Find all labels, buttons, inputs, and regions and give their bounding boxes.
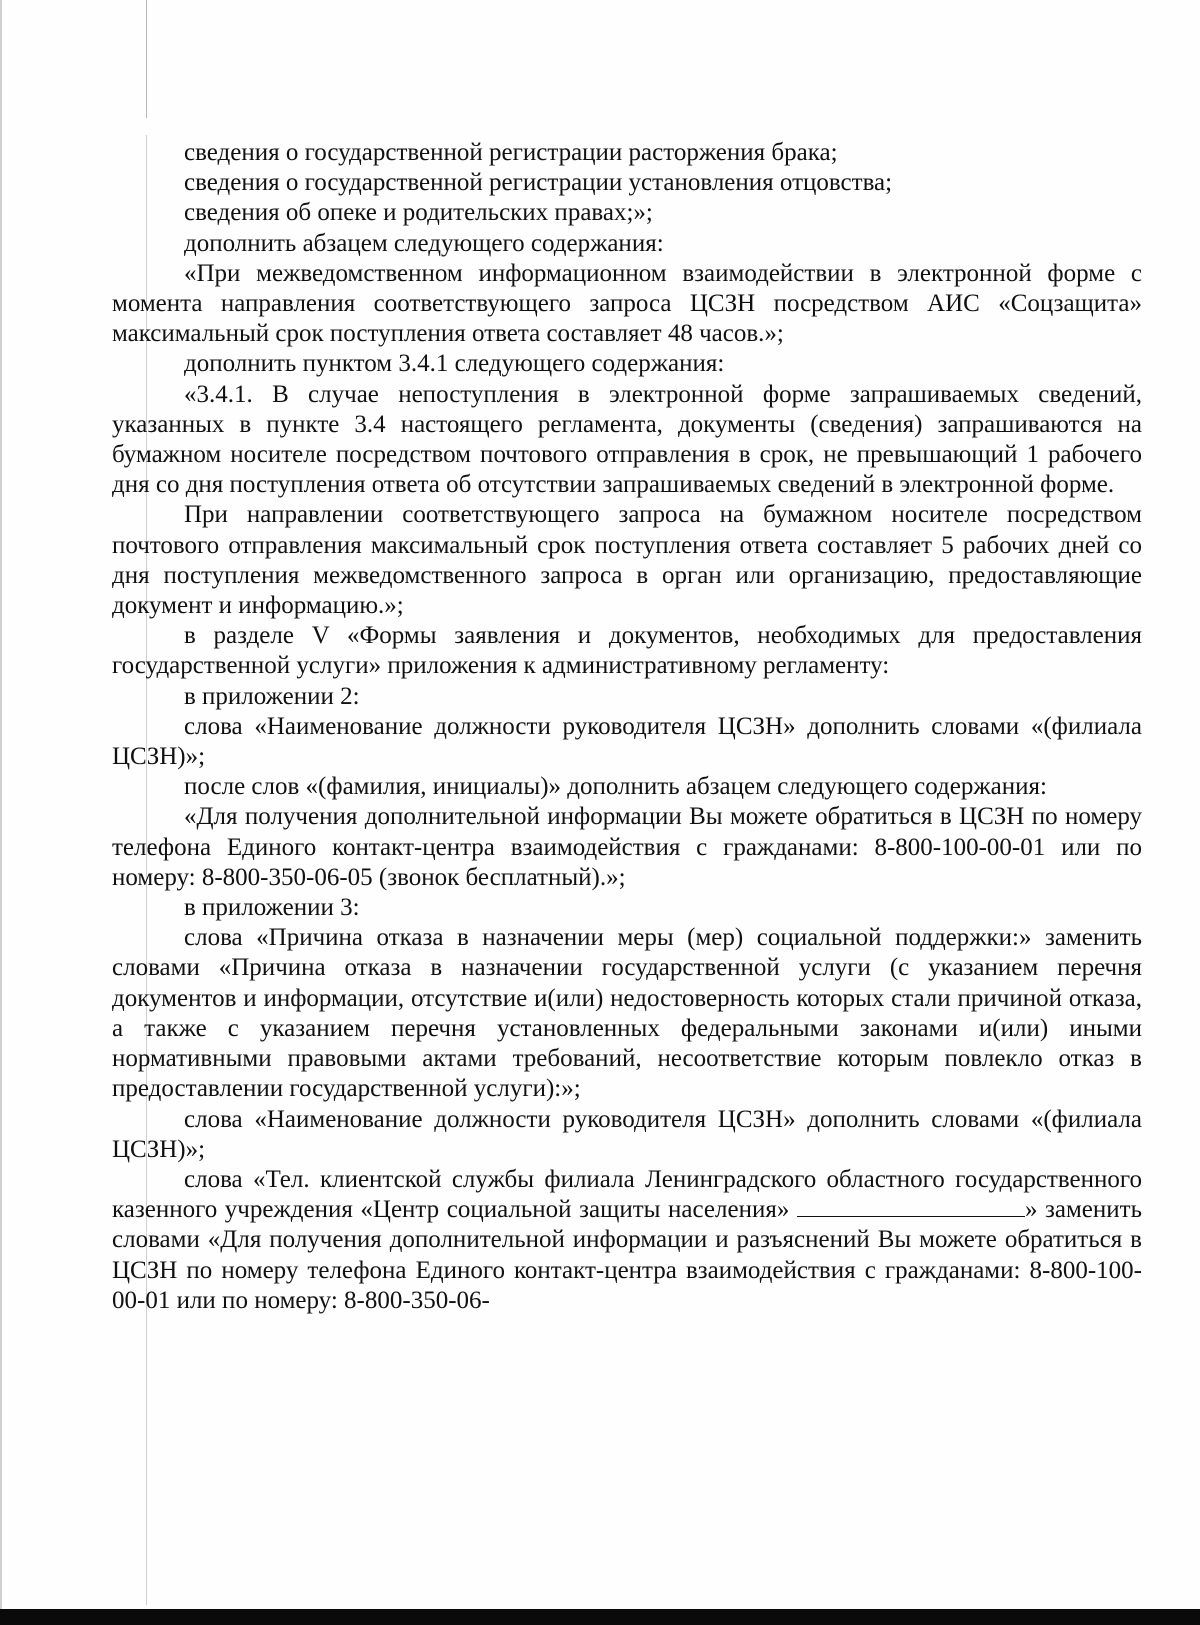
paragraph: слова «Причина отказа в назначении меры (мер) социальной поддержки:» заменить словами «Причина отказа в назначении государственной услуги (с указанием перечня документов и информации, отсутствие и(или) недостоверность которых стали причиной отказа, а также с указанием перечня установленных федеральными законами и(или) иными нормативными правовыми актами требований, несоответствие которым повлекло отказ в предоставлении государственной услуги):»; — [112, 924, 1142, 1103]
paragraph: дополнить пунктом 3.4.1 следующего содержания: — [184, 350, 725, 378]
paragraph: «Для получения дополнительной информации Вы можете обратиться в ЦСЗН по номеру телефона Единого контакт-центра взаимодействия с гражданами: 8-800-100-00-01 или по номеру: 8-800-350-06-05 (звонок бесплатный).»; — [112, 803, 1142, 891]
paragraph: слова «Наименование должности руководителя ЦСЗН» дополнить словами «(филиала ЦСЗН)»; — [112, 1105, 1142, 1163]
paragraph: дополнить абзацем следующего содержания: — [184, 229, 664, 257]
paragraph: сведения о государственной регистрации расторжения брака; — [184, 139, 838, 166]
paragraph: слова «Наименование должности руководителя ЦСЗН» дополнить словами «(филиала ЦСЗН)»; — [112, 712, 1142, 771]
paragraph: после слов «(фамилия, инициалы)» дополнить абзацем следующего содержания: — [184, 773, 1047, 801]
paragraph: сведения об опеке и родительских правах;»; — [184, 199, 653, 227]
paragraph: в разделе V «Формы заявления и документов, необходимых для предоставления государственной услуги» приложения к административному регламенту: — [112, 622, 1142, 680]
blank-fill-line — [797, 1198, 1025, 1217]
paragraph: «При межведомственном информационном взаимодействии в электронной форме с момента направления соответствующего запроса ЦСЗН посредством АИС «Соцзащита» максимальный срок поступления ответа составляет 48 часов.»; — [112, 259, 1142, 348]
scan-bottom-band — [0, 1609, 1200, 1625]
paragraph: в приложении 2: — [184, 682, 360, 710]
scan-artifact-line — [146, 0, 147, 118]
paragraph: «3.4.1. В случае непоступления в электронной форме запрашиваемых сведений, указанных в пункте 3.4 настоящего регламента, документы (сведения) запрашиваются на бумажном носителе посредством почтового отправления в срок, не превышающий 1 рабочего дня со дня поступления ответа об отсутствии запрашиваемых сведений в электронной форме. — [112, 380, 1142, 499]
document-body — [112, 138, 1142, 1316]
scan-left-edge — [0, 0, 2, 1625]
paragraph-last-after-blank: » заменить словами «Для получения дополнительной информации и разъяснений Вы можете обратиться в ЦСЗН по номеру телефона Единого контакт-центра взаимодействия с гражданами: 8-800-100-00-01 или по номеру: 8-800-350-06- — [112, 1196, 1142, 1314]
paragraph-last-before-blank: слова «Тел. клиентской службы филиала Ленинградского областного государственного казенного учреждения «Центр социальной защиты населения» — [112, 1165, 1142, 1224]
paragraph-last — [112, 1165, 1142, 1316]
paragraph: в приложении 3: — [184, 894, 360, 922]
paragraph: При направлении соответствующего запроса на бумажном носителе посредством почтового отправления максимальный срок поступления ответа составляет 5 рабочих дней со дня поступления межведомственного запроса в орган или организацию, предоставляющие документ и информацию.»; — [112, 501, 1142, 620]
paragraph: сведения о государственной регистрации установления отцовства; — [184, 169, 893, 197]
